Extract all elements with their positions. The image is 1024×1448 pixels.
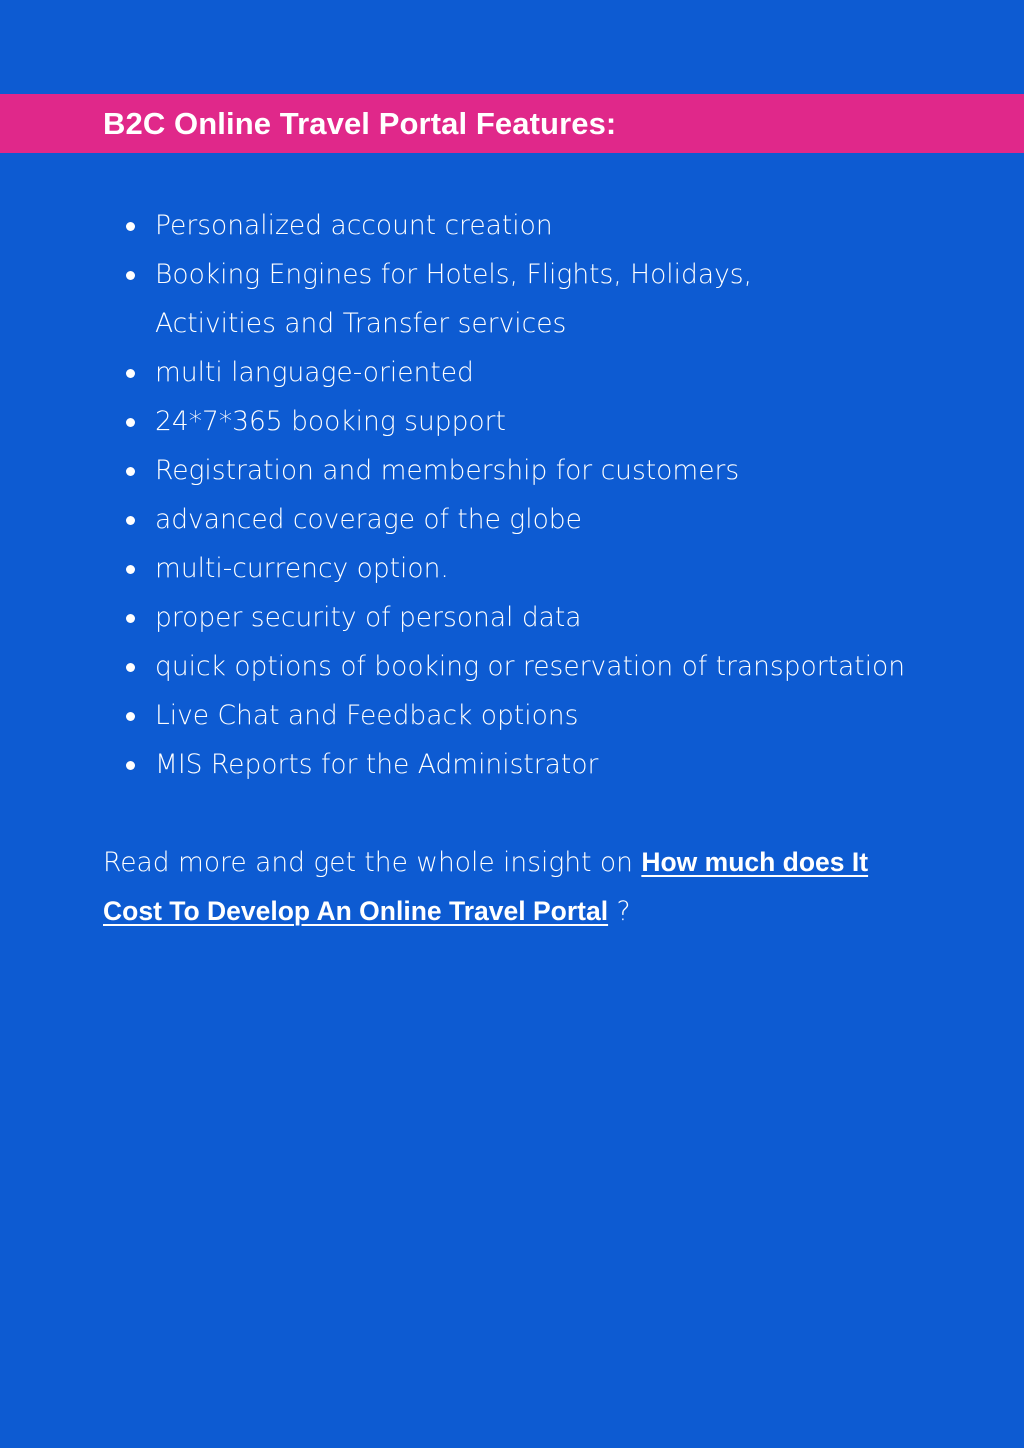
feature-text: MIS Reports for the Administrator xyxy=(155,749,599,780)
bullet-icon xyxy=(126,369,135,378)
bullet-icon xyxy=(126,712,135,721)
bullet-icon xyxy=(126,222,135,231)
list-item xyxy=(155,446,935,495)
read-more-paragraph xyxy=(103,838,923,936)
list-item xyxy=(155,593,935,642)
bullet-icon xyxy=(126,271,135,280)
list-item xyxy=(155,250,875,348)
bullet-icon xyxy=(126,516,135,525)
list-item xyxy=(155,201,935,250)
feature-text: Live Chat and Feedback options xyxy=(155,700,579,731)
feature-list xyxy=(155,201,935,789)
feature-text: quick options of booking or reservation of transportation xyxy=(155,651,906,682)
feature-text: Booking Engines for Hotels, Flights, Holidays, Activities and Transfer services xyxy=(155,259,753,339)
feature-text: advanced coverage of the globe xyxy=(155,504,582,535)
bullet-icon xyxy=(126,614,135,623)
read-more-prefix: Read more and get the whole insight on xyxy=(103,847,642,878)
bullet-icon xyxy=(126,761,135,770)
list-item xyxy=(155,740,935,789)
page-title: B2C Online Travel Portal Features: xyxy=(103,106,617,141)
title-banner xyxy=(0,94,1024,153)
bullet-icon xyxy=(126,565,135,574)
bullet-icon xyxy=(126,663,135,672)
list-item xyxy=(155,495,935,544)
bullet-icon xyxy=(126,418,135,427)
feature-text: 24*7*365 booking support xyxy=(155,406,506,437)
bullet-icon xyxy=(126,467,135,476)
feature-text: multi-currency option. xyxy=(155,553,449,584)
list-item xyxy=(155,544,935,593)
list-item xyxy=(155,348,935,397)
feature-text: multi language-oriented xyxy=(155,357,474,388)
feature-text: Registration and membership for customers xyxy=(155,455,740,486)
list-item xyxy=(155,642,935,691)
feature-text: proper security of personal data xyxy=(155,602,582,633)
feature-text: Personalized account creation xyxy=(155,210,553,241)
list-item xyxy=(155,691,935,740)
cost-article-link[interactable]: How much does It Cost To Develop An Online Travel Portal xyxy=(103,847,869,926)
list-item xyxy=(155,397,935,446)
read-more-suffix: ? xyxy=(608,896,631,927)
